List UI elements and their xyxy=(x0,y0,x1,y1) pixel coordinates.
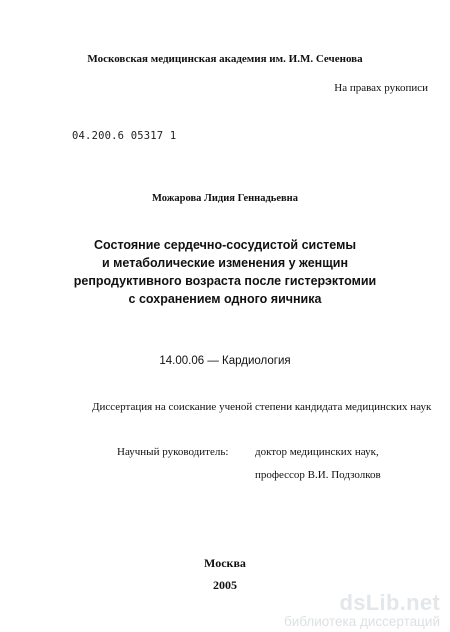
city: Москва xyxy=(204,556,246,570)
rights-note: На правах рукописи xyxy=(334,82,428,94)
title-line: репродуктивного возраста после гистерэктомии xyxy=(73,274,377,288)
stamp-number: 04.200.6 05317 1 xyxy=(72,130,177,142)
specialty-code: 14.00.06 — Кардиология xyxy=(159,355,291,367)
year: 2005 xyxy=(213,578,237,592)
dissertation-title xyxy=(0,236,450,308)
supervisor-label: Научный руководитель: xyxy=(117,446,229,458)
institution-name: Московская медицинская академия им. И.М. Сеченова xyxy=(87,53,363,65)
degree-statement: Диссертация на соискание ученой степени кандидата медицинских наук xyxy=(92,401,432,413)
supervisor-name: профессор В.И. Подзолков xyxy=(255,469,381,481)
title-line: и метаболические изменения у женщин xyxy=(102,256,348,270)
supervisor-degree: доктор медицинских наук, xyxy=(255,446,379,458)
title-line: с сохранением одного яичника xyxy=(128,292,322,306)
author-name: Можарова Лидия Геннадьевна xyxy=(152,193,298,204)
watermark-logo: dsLib.net xyxy=(339,590,440,615)
watermark-tagline: библиотека диссертаций xyxy=(283,614,440,629)
watermark xyxy=(284,592,440,629)
title-line: Состояние сердечно-сосудистой системы xyxy=(94,238,356,252)
